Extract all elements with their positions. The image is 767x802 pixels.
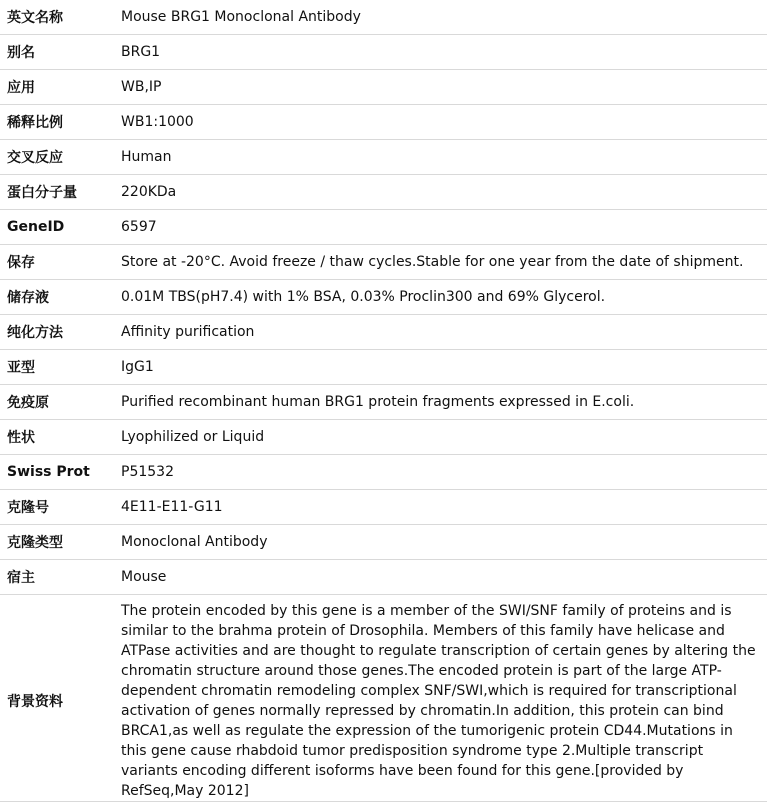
spec-row-storage-buffer — [0, 280, 767, 315]
spec-value: Store at -20°C. Avoid freeze / thaw cycles.Stable for one year from the date of shipment. — [115, 245, 767, 280]
spec-value: P51532 — [115, 455, 767, 490]
spec-row-molecular-weight — [0, 175, 767, 210]
spec-row-english-name — [0, 0, 767, 35]
spec-row-application — [0, 70, 767, 105]
spec-row-purification — [0, 315, 767, 350]
spec-label: GeneID — [0, 210, 115, 245]
spec-value: The protein encoded by this gene is a member of the SWI/SNF family of proteins and is similar to the brahma protein of Drosophila. Members of this family have helicase and ATPase activities and are thought to regulate transcription of certain genes by altering the chromatin structure around those genes.The encoded protein is part of the large ATP-dependent chromatin remodeling complex SNF/SWI,which is required for transcriptional activation of genes normally repressed by chromatin.In addition, this protein can bind BRCA1,as well as regulate the expression of the tumorigenic protein CD44.Mutations in this gene cause rhabdoid tumor predisposition syndrome type 2.Multiple transcript variants encoding different isoforms have been found for this gene.[provided by RefSeq,May 2012] — [115, 595, 767, 802]
spec-row-background — [0, 595, 767, 802]
spec-value: Mouse — [115, 560, 767, 595]
spec-label: 亚型 — [0, 350, 115, 385]
spec-label: 纯化方法 — [0, 315, 115, 350]
spec-label: 应用 — [0, 70, 115, 105]
spec-label: 宿主 — [0, 560, 115, 595]
spec-label: 保存 — [0, 245, 115, 280]
spec-value: BRG1 — [115, 35, 767, 70]
spec-value: Purified recombinant human BRG1 protein fragments expressed in E.coli. — [115, 385, 767, 420]
spec-label: 蛋白分子量 — [0, 175, 115, 210]
spec-value: Lyophilized or Liquid — [115, 420, 767, 455]
spec-label: 性状 — [0, 420, 115, 455]
spec-row-alias — [0, 35, 767, 70]
spec-value: 6597 — [115, 210, 767, 245]
spec-label: 克隆类型 — [0, 525, 115, 560]
spec-value: WB1:1000 — [115, 105, 767, 140]
spec-row-clone-number — [0, 490, 767, 525]
spec-label: 英文名称 — [0, 0, 115, 35]
spec-value: Monoclonal Antibody — [115, 525, 767, 560]
spec-value: Mouse BRG1 Monoclonal Antibody — [115, 0, 767, 35]
spec-value: Affinity purification — [115, 315, 767, 350]
spec-label: Swiss Prot — [0, 455, 115, 490]
spec-label: 别名 — [0, 35, 115, 70]
spec-row-form — [0, 420, 767, 455]
spec-label: 交叉反应 — [0, 140, 115, 175]
spec-label: 储存液 — [0, 280, 115, 315]
spec-value: IgG1 — [115, 350, 767, 385]
spec-label: 克隆号 — [0, 490, 115, 525]
spec-value: 0.01M TBS(pH7.4) with 1% BSA, 0.03% Proclin300 and 69% Glycerol. — [115, 280, 767, 315]
spec-row-host — [0, 560, 767, 595]
spec-row-swiss-prot — [0, 455, 767, 490]
spec-value: 4E11-E11-G11 — [115, 490, 767, 525]
spec-label: 背景资料 — [0, 595, 115, 802]
spec-row-immunogen — [0, 385, 767, 420]
spec-row-clonality — [0, 525, 767, 560]
spec-row-storage — [0, 245, 767, 280]
spec-row-geneid — [0, 210, 767, 245]
spec-row-cross-reactivity — [0, 140, 767, 175]
spec-label: 稀释比例 — [0, 105, 115, 140]
spec-value: WB,IP — [115, 70, 767, 105]
spec-row-dilution — [0, 105, 767, 140]
spec-value: Human — [115, 140, 767, 175]
spec-row-isotype — [0, 350, 767, 385]
spec-label: 免疫原 — [0, 385, 115, 420]
spec-value: 220KDa — [115, 175, 767, 210]
